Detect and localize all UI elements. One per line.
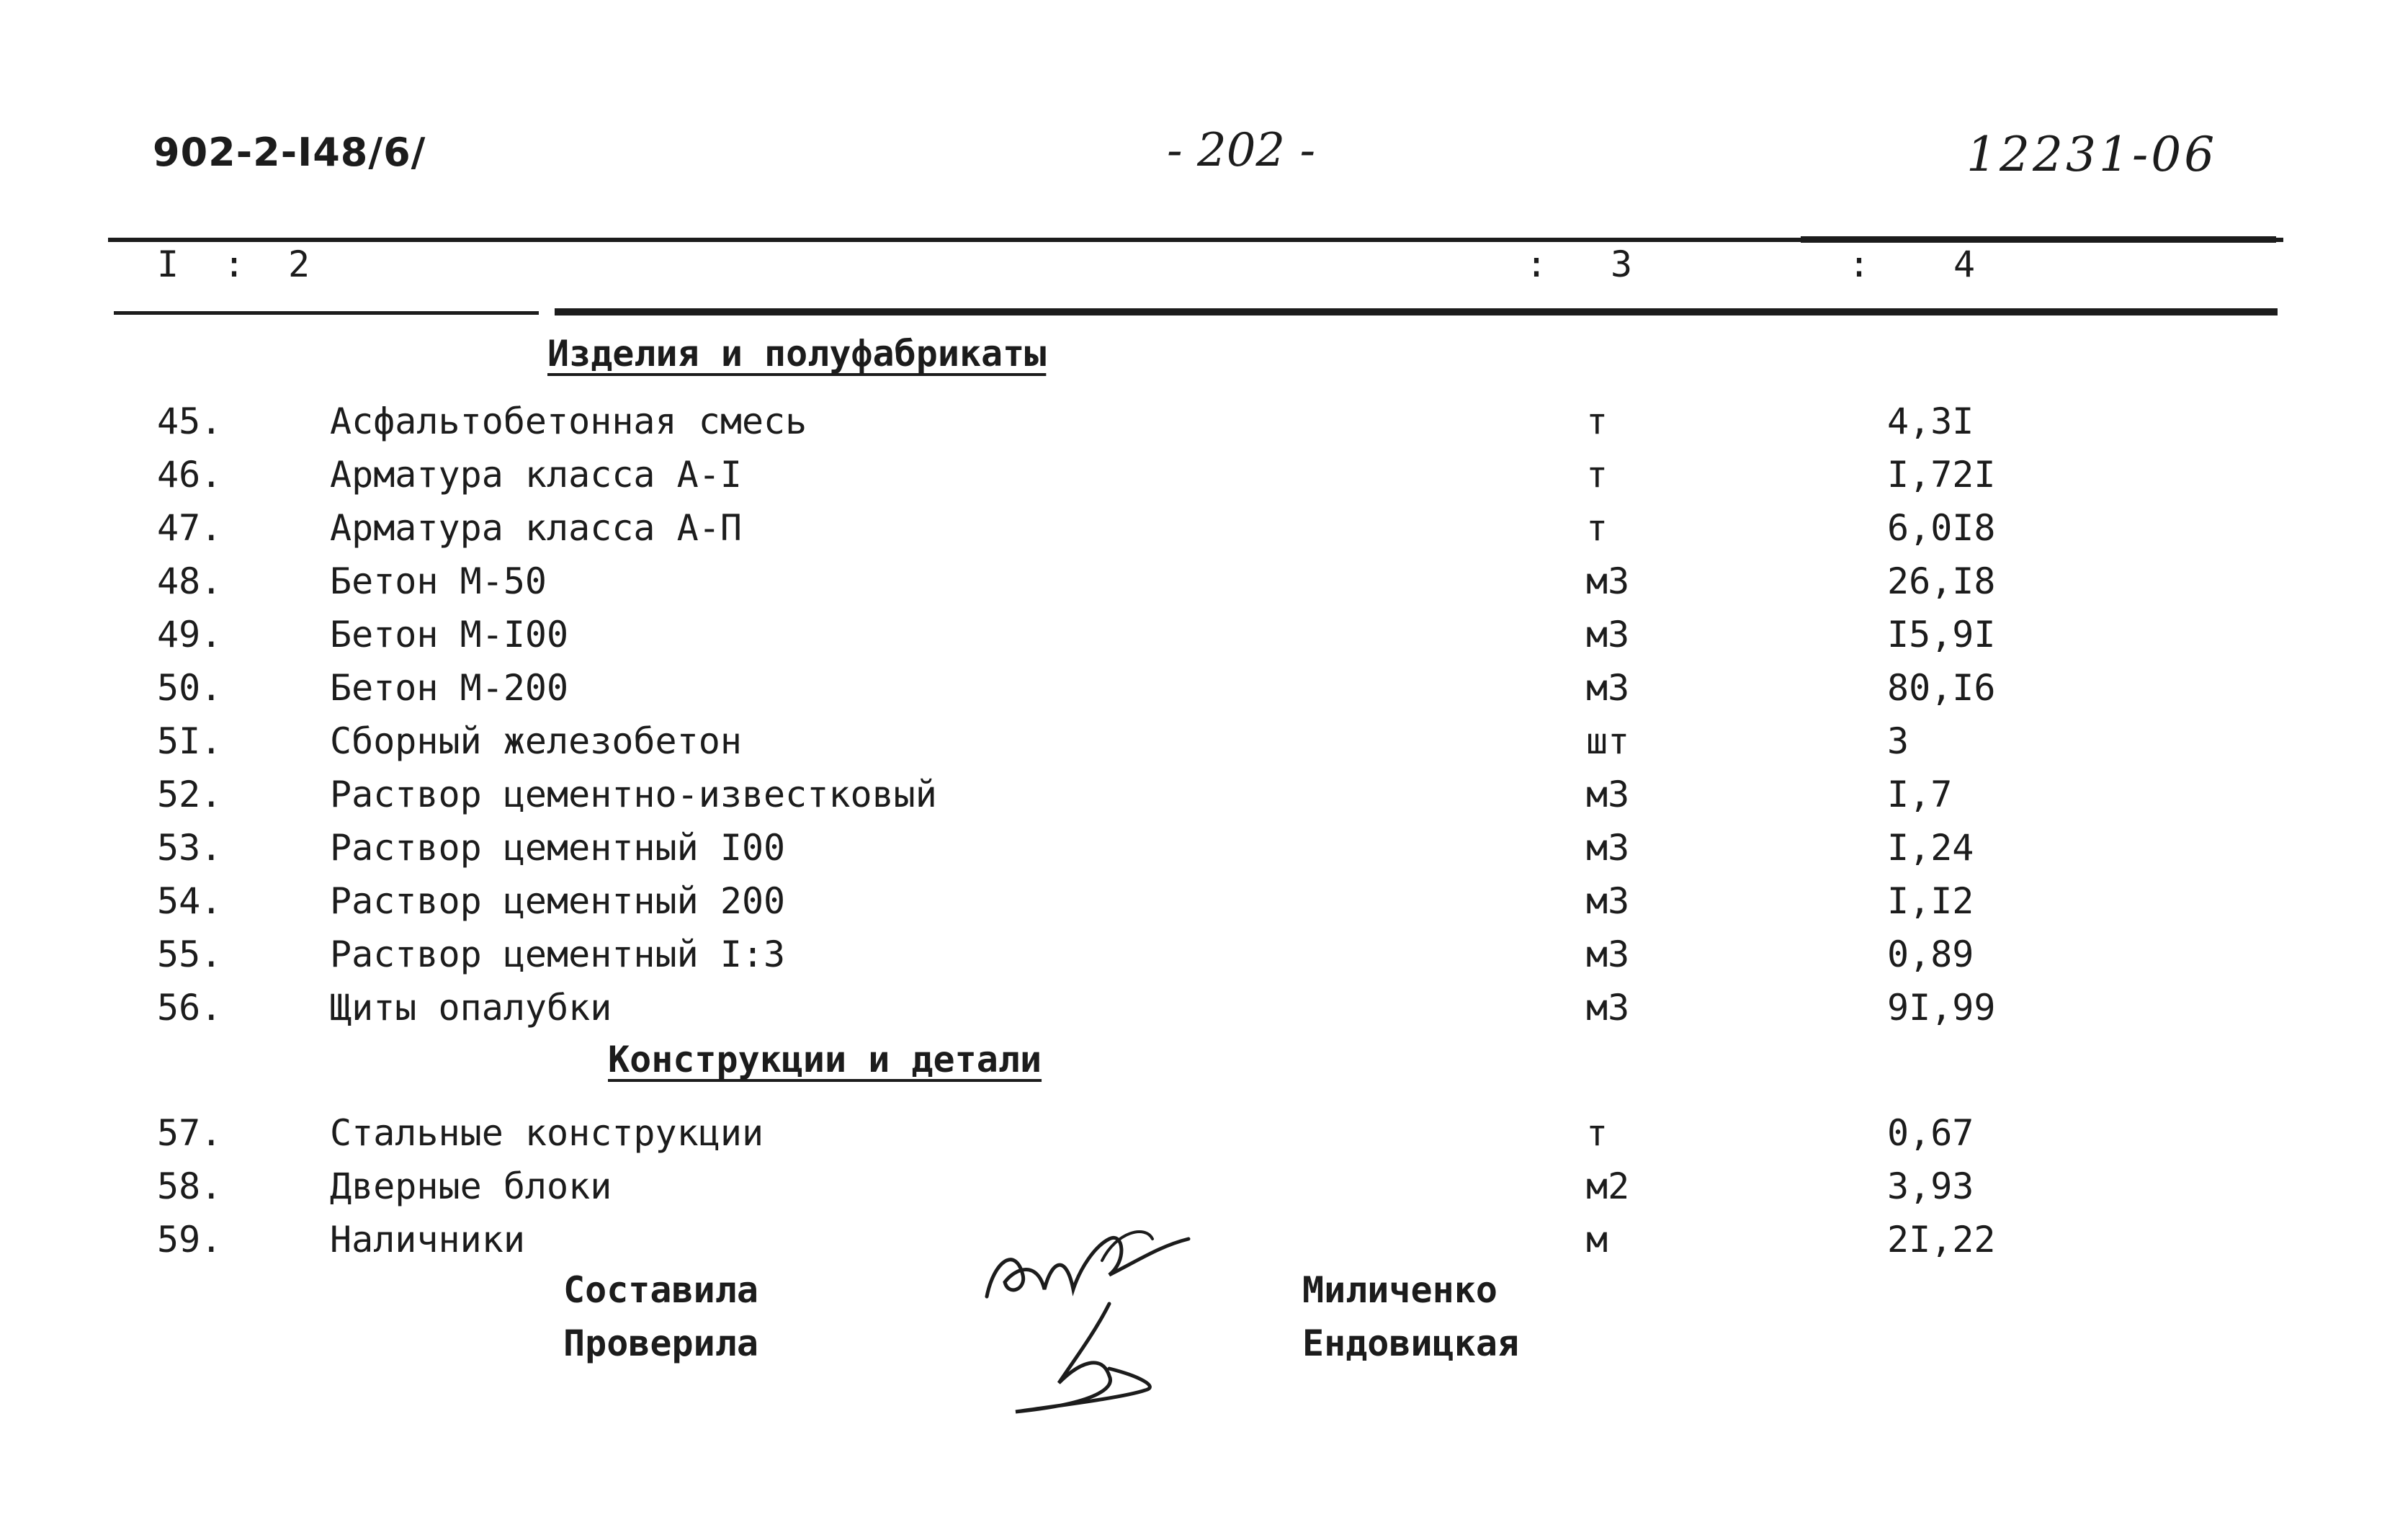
row-name: Асфальтобетонная смесь: [330, 400, 807, 442]
row-unit: т: [1586, 400, 1608, 442]
row-unit: т: [1586, 1112, 1608, 1154]
table-row: [0, 454, 2382, 507]
row-number: 49.: [157, 614, 223, 655]
row-unit: шт: [1586, 720, 1630, 762]
table-row: [0, 507, 2382, 560]
column-1-header: I: [157, 243, 179, 285]
table-row: [0, 560, 2382, 614]
page-number: - 202 -: [1167, 124, 1316, 177]
header-bottom-rule-right: [555, 308, 2278, 315]
section-title-products: Изделия и полуфабрикаты: [547, 333, 1047, 375]
table-row: [0, 400, 2382, 454]
row-quantity: I,7: [1887, 774, 1953, 815]
row-quantity: I,72I: [1887, 454, 1996, 496]
column-4-header: 4: [1953, 243, 1976, 285]
row-unit: м3: [1586, 614, 1630, 655]
table-row: [0, 880, 2382, 934]
row-number: 50.: [157, 667, 223, 709]
row-unit: м3: [1586, 667, 1630, 709]
section-title-structures: Конструкции и детали: [608, 1039, 1042, 1080]
table-row: [0, 614, 2382, 667]
row-quantity: 0,89: [1887, 934, 1974, 975]
row-name: Раствор цементный 200: [330, 880, 786, 922]
row-name: Щиты опалубки: [330, 987, 612, 1029]
row-name: Раствор цементный I00: [330, 827, 786, 869]
row-quantity: 4,3I: [1887, 400, 1974, 442]
row-name: Сборный железобетон: [330, 720, 742, 762]
row-name: Стальные конструкции: [330, 1112, 764, 1154]
row-quantity: 26,I8: [1887, 560, 1996, 602]
row-unit: м3: [1586, 934, 1630, 975]
row-unit: м2: [1586, 1165, 1630, 1207]
row-name: Наличники: [330, 1219, 525, 1261]
row-number: 48.: [157, 560, 223, 602]
row-number: 52.: [157, 774, 223, 815]
column-2-header: 2: [288, 243, 310, 285]
table-row: [0, 1165, 2382, 1219]
row-quantity: 0,67: [1887, 1112, 1974, 1154]
row-number: 47.: [157, 507, 223, 549]
column-separator: :: [223, 243, 246, 285]
row-quantity: 9I,99: [1887, 987, 1996, 1029]
row-number: 45.: [157, 400, 223, 442]
row-name: Арматура класса А-П: [330, 507, 742, 549]
row-number: 56.: [157, 987, 223, 1029]
table-row: [0, 987, 2382, 1040]
table-row: [0, 1112, 2382, 1165]
row-unit: м3: [1586, 987, 1630, 1029]
table-row: [0, 774, 2382, 827]
checked-by-label: Проверила: [563, 1322, 758, 1364]
row-unit: м3: [1586, 774, 1630, 815]
row-quantity: 6,0I8: [1887, 507, 1996, 549]
row-unit: м3: [1586, 880, 1630, 922]
row-name: Раствор цементно-известковый: [330, 774, 937, 815]
handwritten-signature-checker: [1001, 1297, 1174, 1419]
row-name: Бетон М-200: [330, 667, 569, 709]
top-rule-thick: [1801, 236, 2276, 243]
row-unit: м: [1586, 1219, 1608, 1261]
row-quantity: I5,9I: [1887, 614, 1996, 655]
row-number: 53.: [157, 827, 223, 869]
compiled-by-label: Составила: [563, 1269, 758, 1311]
table-row: [0, 720, 2382, 774]
row-number: 57.: [157, 1112, 223, 1154]
document-code: 902-2-I48/6/: [153, 130, 426, 175]
row-unit: м3: [1586, 560, 1630, 602]
compiled-by-name: Миличенко: [1302, 1269, 1497, 1311]
row-name: Бетон М-50: [330, 560, 547, 602]
row-number: 59.: [157, 1219, 223, 1261]
column-separator: :: [1848, 243, 1871, 285]
table-row: [0, 827, 2382, 880]
row-quantity: I,I2: [1887, 880, 1974, 922]
row-number: 58.: [157, 1165, 223, 1207]
row-name: Раствор цементный I:3: [330, 934, 786, 975]
row-number: 46.: [157, 454, 223, 496]
row-number: 5I.: [157, 720, 223, 762]
row-unit: т: [1586, 454, 1608, 496]
row-quantity: I,24: [1887, 827, 1974, 869]
column-separator: :: [1526, 243, 1548, 285]
archive-number: 12231-06: [1966, 127, 2218, 182]
row-number: 55.: [157, 934, 223, 975]
row-name: Арматура класса А-I: [330, 454, 742, 496]
column-3-header: 3: [1611, 243, 1633, 285]
row-unit: м3: [1586, 827, 1630, 869]
row-quantity: 3: [1887, 720, 1909, 762]
row-number: 54.: [157, 880, 223, 922]
row-quantity: 2I,22: [1887, 1219, 1996, 1261]
table-row: [0, 667, 2382, 720]
checked-by-name: Ендовицкая: [1302, 1322, 1520, 1364]
table-row: [0, 934, 2382, 987]
row-quantity: 3,93: [1887, 1165, 1974, 1207]
row-name: Бетон М-I00: [330, 614, 569, 655]
row-name: Дверные блоки: [330, 1165, 612, 1207]
row-quantity: 80,I6: [1887, 667, 1996, 709]
header-bottom-rule-left: [114, 311, 539, 315]
row-unit: т: [1586, 507, 1608, 549]
